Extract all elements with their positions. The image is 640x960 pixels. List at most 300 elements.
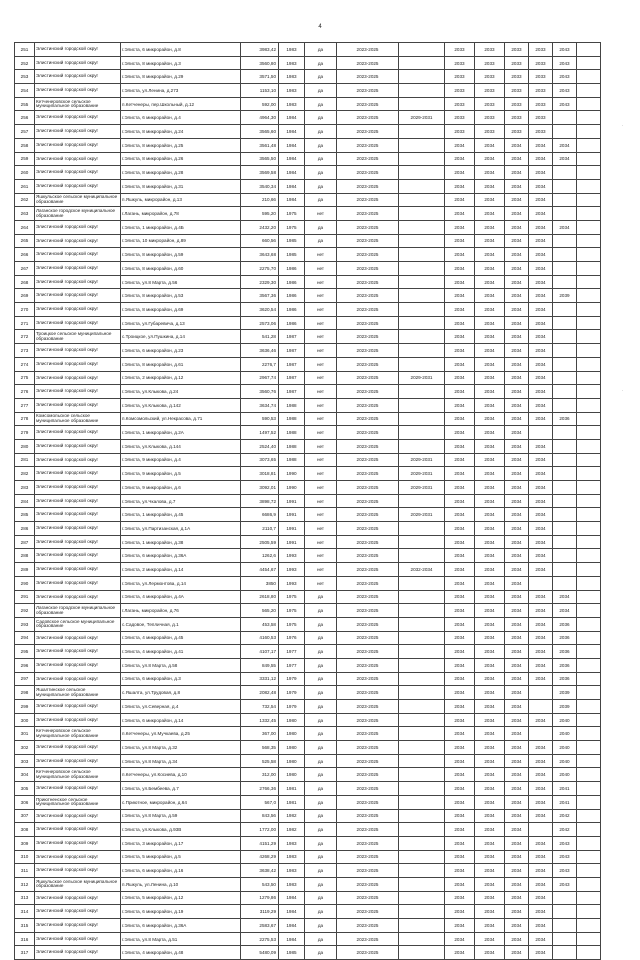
table-row: [15, 138, 601, 152]
year-cell: 2034: [505, 152, 529, 166]
row-number: 302: [15, 741, 35, 755]
empty-cell: [577, 207, 601, 221]
flag-cell: нет: [305, 316, 337, 330]
period-extra-cell: [399, 494, 445, 508]
period-extra-cell: [399, 631, 445, 645]
year-cell: 1976: [279, 631, 305, 645]
address-cell: г.Элиста, 6 микрорайон, д.3: [121, 672, 241, 686]
year-cell: 2034: [529, 138, 553, 152]
period-cell: 2023-2025: [337, 125, 399, 139]
year-cell: 2034: [529, 207, 553, 221]
empty-cell: [577, 563, 601, 577]
year-cell: 2034: [529, 604, 553, 618]
year-cell: 2034: [505, 426, 529, 440]
flag-cell: да: [305, 823, 337, 837]
year-cell: 2043: [553, 56, 577, 70]
year-cell: 2033: [475, 70, 505, 84]
year-cell: 2039: [553, 686, 577, 700]
year-cell: 1984: [279, 905, 305, 919]
period-extra-cell: [399, 891, 445, 905]
row-number: 310: [15, 850, 35, 864]
year-cell: 2034: [445, 905, 475, 919]
year-cell: 2033: [529, 56, 553, 70]
period-extra-cell: [399, 385, 445, 399]
municipality-cell: Элистинский городской округ: [35, 713, 121, 727]
flag-cell: да: [305, 919, 337, 933]
year-cell: 2036: [553, 658, 577, 672]
period-extra-cell: [399, 43, 445, 57]
flag-cell: нет: [305, 303, 337, 317]
year-cell: 1993: [279, 563, 305, 577]
year-cell: 2034: [475, 152, 505, 166]
year-cell: 1983: [279, 70, 305, 84]
area-cell: 1153,10: [241, 84, 279, 98]
year-cell: 2034: [505, 617, 529, 631]
year-cell: [553, 905, 577, 919]
empty-cell: [577, 576, 601, 590]
empty-cell: [577, 932, 601, 946]
table-row: [15, 125, 601, 139]
period-extra-cell: 2029-2031: [399, 467, 445, 481]
year-cell: [553, 371, 577, 385]
year-cell: 2043: [553, 877, 577, 891]
empty-cell: [577, 741, 601, 755]
empty-cell: [577, 357, 601, 371]
municipality-cell: Элистинский городской округ: [35, 754, 121, 768]
row-number: 251: [15, 43, 35, 57]
period-cell: 2023-2025: [337, 152, 399, 166]
row-number: 308: [15, 823, 35, 837]
year-cell: 1986: [279, 275, 305, 289]
table-row: [15, 426, 601, 440]
row-number: 273: [15, 344, 35, 358]
year-cell: 2034: [553, 604, 577, 618]
flag-cell: нет: [305, 371, 337, 385]
year-cell: 2034: [529, 385, 553, 399]
row-number: 283: [15, 481, 35, 495]
table-row: [15, 768, 601, 782]
address-cell: п.Кетченеры, пер.Школьный, д.12: [121, 97, 241, 111]
year-cell: 2034: [475, 220, 505, 234]
year-cell: 2034: [475, 754, 505, 768]
year-cell: 2034: [475, 275, 505, 289]
row-number: 265: [15, 234, 35, 248]
row-number: 290: [15, 576, 35, 590]
year-cell: 2040: [553, 768, 577, 782]
empty-cell: [577, 891, 601, 905]
table-row: [15, 823, 601, 837]
municipality-cell: Элистинский городской округ: [35, 494, 121, 508]
period-cell: 2023-2025: [337, 590, 399, 604]
year-cell: 1988: [279, 398, 305, 412]
period-extra-cell: [399, 166, 445, 180]
area-cell: 543,50: [241, 877, 279, 891]
table-row: [15, 289, 601, 303]
flag-cell: нет: [305, 467, 337, 481]
empty-cell: [577, 330, 601, 344]
municipality-cell: Троицкое сельское муниципальное образование: [35, 330, 121, 344]
year-cell: 2034: [475, 193, 505, 207]
empty-cell: [577, 617, 601, 631]
row-number: 314: [15, 905, 35, 919]
flag-cell: да: [305, 645, 337, 659]
table-row: [15, 111, 601, 125]
year-cell: 2034: [529, 905, 553, 919]
municipality-cell: Элистинский городской округ: [35, 453, 121, 467]
period-extra-cell: [399, 152, 445, 166]
year-cell: 2034: [475, 262, 505, 276]
row-number: 267: [15, 262, 35, 276]
year-cell: 2034: [529, 563, 553, 577]
year-cell: 2034: [505, 179, 529, 193]
flag-cell: да: [305, 220, 337, 234]
flag-cell: да: [305, 70, 337, 84]
empty-cell: [577, 809, 601, 823]
area-cell: 3643,68: [241, 248, 279, 262]
table-row: [15, 850, 601, 864]
table-body: [15, 43, 601, 960]
year-cell: 2040: [553, 727, 577, 741]
flag-cell: да: [305, 795, 337, 809]
year-cell: 2034: [553, 220, 577, 234]
area-cell: 3567,36: [241, 289, 279, 303]
year-cell: 2041: [553, 782, 577, 796]
flag-cell: да: [305, 754, 337, 768]
flag-cell: да: [305, 193, 337, 207]
year-cell: [529, 576, 553, 590]
year-cell: 2034: [475, 741, 505, 755]
table-row: [15, 864, 601, 878]
table-row: [15, 658, 601, 672]
year-cell: 2034: [529, 166, 553, 180]
flag-cell: нет: [305, 439, 337, 453]
area-cell: 843,56: [241, 809, 279, 823]
period-cell: 2023-2025: [337, 220, 399, 234]
year-cell: 1984: [279, 193, 305, 207]
year-cell: 1980: [279, 727, 305, 741]
table-row: [15, 220, 601, 234]
flag-cell: да: [305, 152, 337, 166]
municipality-cell: Элистинский городской округ: [35, 179, 121, 193]
address-cell: г.Элиста, 1 микрорайон, д.38: [121, 535, 241, 549]
year-cell: 1986: [279, 303, 305, 317]
municipality-cell: Элистинский городской округ: [35, 70, 121, 84]
table-row: [15, 905, 601, 919]
table-row: [15, 686, 601, 700]
year-cell: 2040: [553, 754, 577, 768]
period-extra-cell: [399, 70, 445, 84]
year-cell: [553, 111, 577, 125]
area-cell: 1332,45: [241, 713, 279, 727]
year-cell: [553, 467, 577, 481]
area-cell: 1279,86: [241, 891, 279, 905]
address-cell: г.Элиста, ул.Северная, д.4: [121, 700, 241, 714]
period-cell: 2023-2025: [337, 344, 399, 358]
empty-cell: [577, 193, 601, 207]
period-extra-cell: [399, 179, 445, 193]
year-cell: 2034: [505, 754, 529, 768]
year-cell: [553, 481, 577, 495]
year-cell: 2034: [475, 645, 505, 659]
area-cell: 567,0: [241, 795, 279, 809]
row-number: 261: [15, 179, 35, 193]
year-cell: 2033: [445, 56, 475, 70]
year-cell: 2034: [475, 508, 505, 522]
period-extra-cell: [399, 617, 445, 631]
year-cell: 1980: [279, 768, 305, 782]
period-cell: 2023-2025: [337, 426, 399, 440]
municipality-cell: Элистинский городской округ: [35, 84, 121, 98]
year-cell: 2034: [445, 481, 475, 495]
year-cell: 1984: [279, 111, 305, 125]
municipality-cell: Элистинский городской округ: [35, 576, 121, 590]
address-cell: г.Элиста, 1 микрорайон, д.2А: [121, 426, 241, 440]
margin-mark: ·: [622, 123, 624, 128]
year-cell: 2034: [445, 946, 475, 960]
period-cell: 2023-2025: [337, 70, 399, 84]
period-cell: 2023-2025: [337, 932, 399, 946]
empty-cell: [577, 234, 601, 248]
year-cell: 2034: [505, 494, 529, 508]
year-cell: 1983: [279, 877, 305, 891]
year-cell: 1975: [279, 604, 305, 618]
period-cell: 2023-2025: [337, 823, 399, 837]
flag-cell: нет: [305, 289, 337, 303]
row-number: 284: [15, 494, 35, 508]
year-cell: 2034: [529, 508, 553, 522]
row-number: 256: [15, 111, 35, 125]
table-row: [15, 357, 601, 371]
flag-cell: да: [305, 590, 337, 604]
area-cell: 3565,50: [241, 152, 279, 166]
period-cell: 2023-2025: [337, 919, 399, 933]
year-cell: 1988: [279, 412, 305, 426]
year-cell: [529, 727, 553, 741]
year-cell: 2034: [445, 604, 475, 618]
year-cell: 2034: [505, 700, 529, 714]
year-cell: 2034: [505, 371, 529, 385]
year-cell: 1982: [279, 823, 305, 837]
area-cell: 3561,48: [241, 138, 279, 152]
period-cell: 2023-2025: [337, 522, 399, 536]
year-cell: 2034: [475, 330, 505, 344]
area-cell: 525,58: [241, 754, 279, 768]
year-cell: 2034: [475, 166, 505, 180]
year-cell: [553, 453, 577, 467]
year-cell: 2034: [529, 398, 553, 412]
period-cell: 2023-2025: [337, 439, 399, 453]
year-cell: [553, 535, 577, 549]
year-cell: 2034: [445, 207, 475, 221]
year-cell: 2034: [529, 303, 553, 317]
period-extra-cell: [399, 700, 445, 714]
municipality-cell: Элистинский городской округ: [35, 631, 121, 645]
year-cell: [529, 686, 553, 700]
row-number: 258: [15, 138, 35, 152]
period-cell: 2023-2025: [337, 741, 399, 755]
area-cell: 3119,29: [241, 905, 279, 919]
table-row: [15, 84, 601, 98]
year-cell: 2034: [445, 741, 475, 755]
period-cell: 2023-2025: [337, 754, 399, 768]
period-extra-cell: [399, 658, 445, 672]
year-cell: 1991: [279, 535, 305, 549]
year-cell: 2034: [505, 303, 529, 317]
period-extra-cell: [399, 289, 445, 303]
year-cell: 2034: [505, 686, 529, 700]
year-cell: 2034: [475, 686, 505, 700]
row-number: 293: [15, 617, 35, 631]
municipality-cell: Элистинский городской округ: [35, 111, 121, 125]
year-cell: 1991: [279, 508, 305, 522]
address-cell: г.Элиста, 9 микрорайон, д.5: [121, 467, 241, 481]
municipality-cell: Элистинский городской округ: [35, 522, 121, 536]
year-cell: 2034: [445, 549, 475, 563]
year-cell: 2033: [475, 84, 505, 98]
year-cell: 2034: [445, 919, 475, 933]
year-cell: [553, 207, 577, 221]
row-number: 306: [15, 795, 35, 809]
year-cell: 2034: [505, 207, 529, 221]
municipality-cell: Элистинский городской округ: [35, 932, 121, 946]
year-cell: 1987: [279, 371, 305, 385]
year-cell: 2043: [553, 850, 577, 864]
period-cell: 2023-2025: [337, 905, 399, 919]
address-cell: г.Элиста, 1 микрорайон, д.4Б: [121, 220, 241, 234]
flag-cell: да: [305, 877, 337, 891]
year-cell: 2034: [475, 877, 505, 891]
row-number: 299: [15, 700, 35, 714]
flag-cell: нет: [305, 426, 337, 440]
address-cell: г.Элиста, 8 микрорайон, д.61: [121, 357, 241, 371]
flag-cell: нет: [305, 481, 337, 495]
year-cell: 2034: [505, 768, 529, 782]
year-cell: 2034: [529, 836, 553, 850]
table-row: [15, 262, 601, 276]
year-cell: 1983: [279, 836, 305, 850]
flag-cell: нет: [305, 549, 337, 563]
period-extra-cell: [399, 275, 445, 289]
period-extra-cell: [399, 754, 445, 768]
year-cell: [553, 193, 577, 207]
year-cell: 2034: [505, 330, 529, 344]
flag-cell: нет: [305, 275, 337, 289]
area-cell: 2573,06: [241, 316, 279, 330]
period-cell: 2023-2025: [337, 303, 399, 317]
row-number: 259: [15, 152, 35, 166]
year-cell: 1990: [279, 481, 305, 495]
empty-cell: [577, 467, 601, 481]
empty-cell: [577, 946, 601, 960]
year-cell: 2034: [445, 877, 475, 891]
period-extra-cell: [399, 220, 445, 234]
year-cell: 1985: [279, 234, 305, 248]
year-cell: 2034: [475, 439, 505, 453]
year-cell: 2033: [475, 97, 505, 111]
year-cell: 2034: [529, 179, 553, 193]
year-cell: 2034: [529, 467, 553, 481]
area-cell: 2275,70: [241, 262, 279, 276]
year-cell: 2034: [475, 467, 505, 481]
period-extra-cell: [399, 193, 445, 207]
address-cell: п.Кетченеры, ул.Мучкаева, д.25: [121, 727, 241, 741]
area-cell: 3983,42: [241, 43, 279, 57]
table-row: [15, 631, 601, 645]
year-cell: 2034: [475, 658, 505, 672]
year-cell: 2034: [505, 713, 529, 727]
year-cell: 2034: [475, 809, 505, 823]
year-cell: 2034: [445, 795, 475, 809]
municipality-cell: Элистинский городской округ: [35, 138, 121, 152]
address-cell: г.Элиста, 6 микрорайон, д.36А: [121, 919, 241, 933]
empty-cell: [577, 97, 601, 111]
area-cell: 2524,40: [241, 439, 279, 453]
table-row: [15, 604, 601, 618]
address-cell: г.Элиста, 8 микрорайон, д.69: [121, 303, 241, 317]
year-cell: 2042: [553, 809, 577, 823]
year-cell: 2034: [505, 946, 529, 960]
row-number: 271: [15, 316, 35, 330]
year-cell: 2034: [475, 453, 505, 467]
municipality-cell: Элистинский городской округ: [35, 289, 121, 303]
row-number: 297: [15, 672, 35, 686]
municipality-cell: Элистинский городской округ: [35, 467, 121, 481]
municipality-cell: Элистинский городской округ: [35, 905, 121, 919]
area-cell: 3540,34: [241, 179, 279, 193]
row-number: 286: [15, 522, 35, 536]
table-row: [15, 700, 601, 714]
municipality-cell: Садовское сельское муниципальное образование: [35, 617, 121, 631]
row-number: 276: [15, 385, 35, 399]
period-cell: 2023-2025: [337, 193, 399, 207]
year-cell: 2034: [445, 453, 475, 467]
period-cell: 2023-2025: [337, 604, 399, 618]
municipality-cell: Элистинский городской округ: [35, 357, 121, 371]
year-cell: 1980: [279, 741, 305, 755]
table-row: [15, 645, 601, 659]
year-cell: 1982: [279, 809, 305, 823]
period-cell: 2023-2025: [337, 207, 399, 221]
municipality-cell: Лаганское городское муниципальное образование: [35, 207, 121, 221]
year-cell: 1984: [279, 138, 305, 152]
address-cell: г.Элиста, ул.8 Марта, д.34: [121, 754, 241, 768]
row-number: 270: [15, 303, 35, 317]
year-cell: 1987: [279, 344, 305, 358]
address-cell: п.Комсомольский, ул.Некрасова, д.71: [121, 412, 241, 426]
flag-cell: нет: [305, 522, 337, 536]
year-cell: 2034: [529, 850, 553, 864]
row-number: 301: [15, 727, 35, 741]
municipality-cell: Элистинский городской округ: [35, 946, 121, 960]
year-cell: [553, 508, 577, 522]
period-extra-cell: [399, 672, 445, 686]
year-cell: 2034: [445, 782, 475, 796]
address-cell: г.Элиста, 5 микрорайон, д.12: [121, 891, 241, 905]
row-number: 269: [15, 289, 35, 303]
year-cell: 2034: [475, 248, 505, 262]
row-number: 304: [15, 768, 35, 782]
year-cell: 2034: [445, 932, 475, 946]
year-cell: 2034: [529, 590, 553, 604]
period-extra-cell: [399, 741, 445, 755]
table-row: [15, 727, 601, 741]
area-cell: 2432,20: [241, 220, 279, 234]
municipality-cell: Лаганское городское муниципальное образование: [35, 604, 121, 618]
year-cell: 2034: [529, 672, 553, 686]
municipality-cell: Элистинский городской округ: [35, 645, 121, 659]
row-number: 264: [15, 220, 35, 234]
year-cell: [553, 357, 577, 371]
